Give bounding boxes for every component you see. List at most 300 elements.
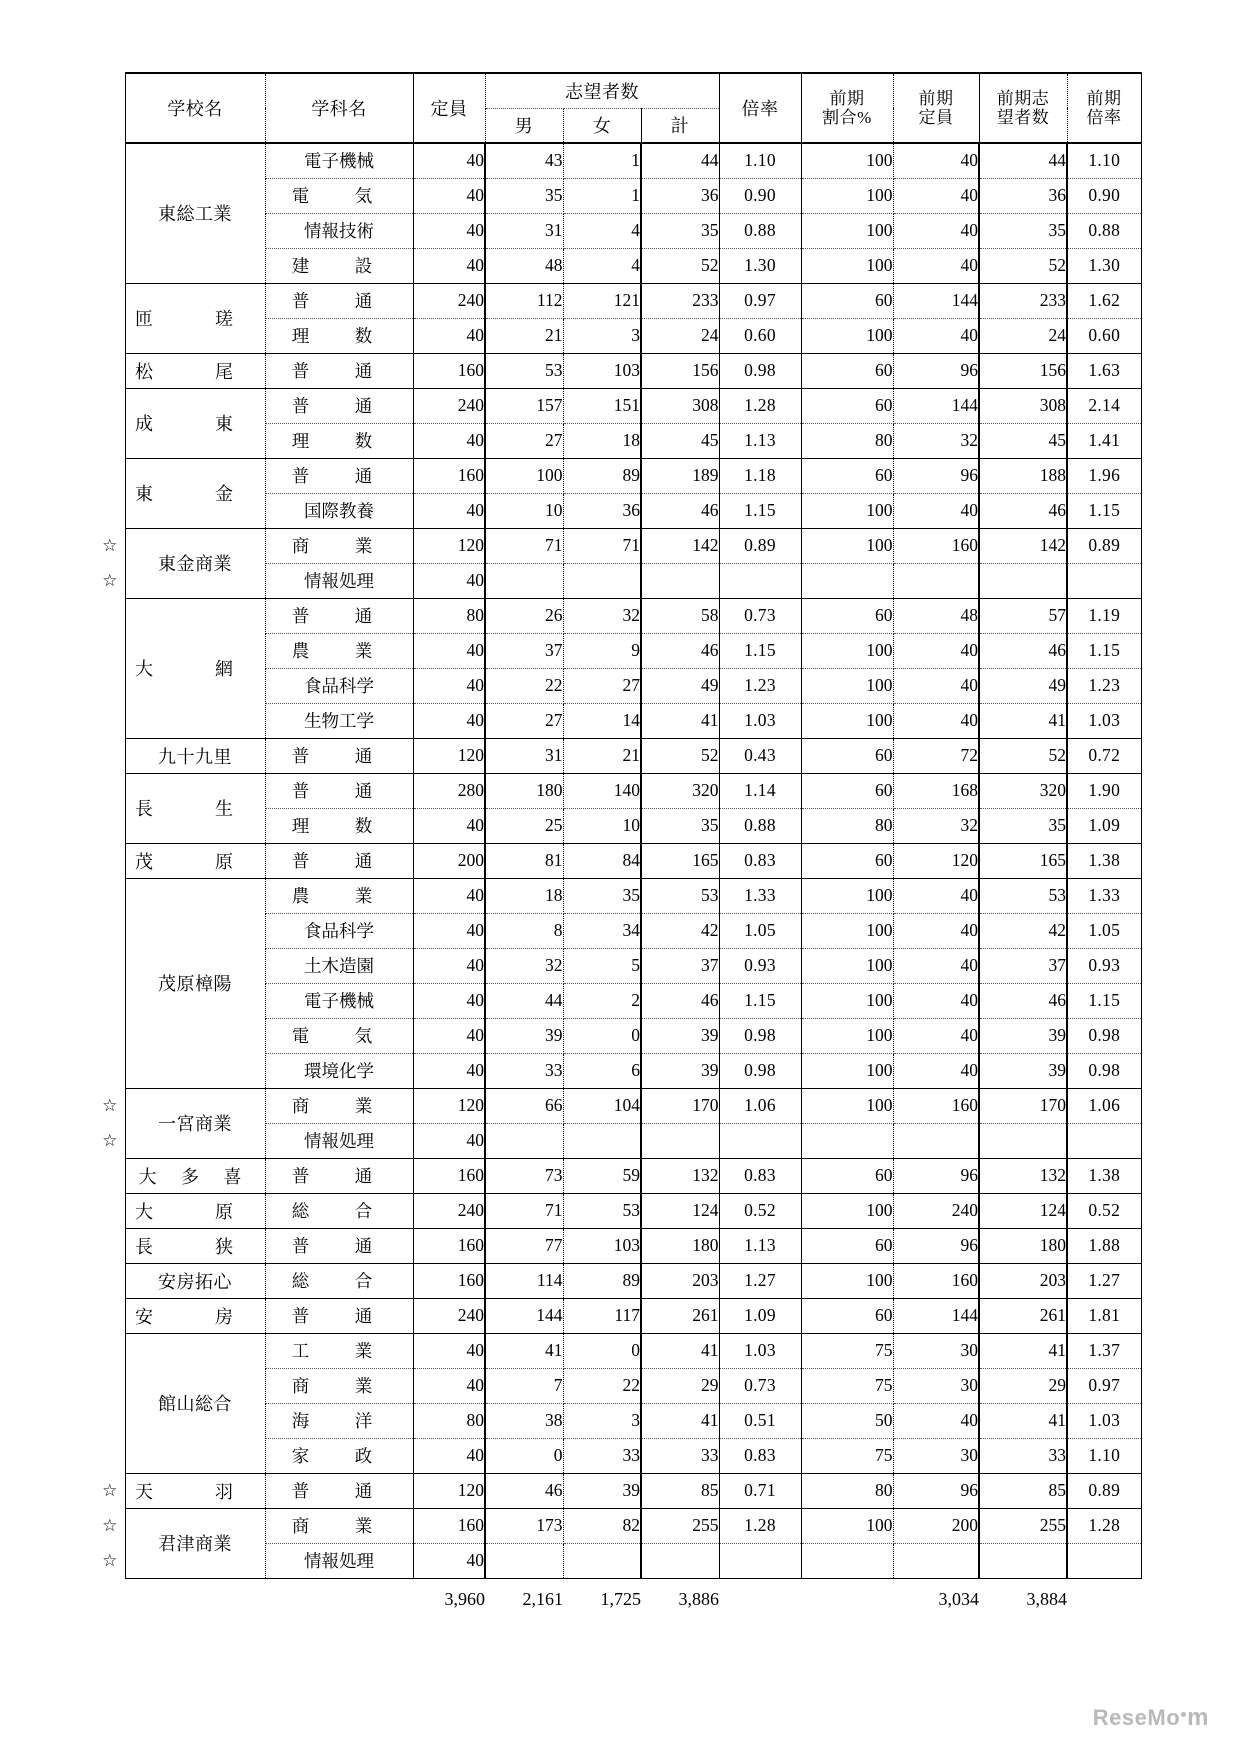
total-applicants: 165 [641, 843, 719, 878]
star-marker: ☆ [102, 1130, 118, 1150]
school-name: 九十九里 [125, 738, 265, 773]
early-capacity: 160 [893, 1263, 979, 1298]
ratio-value: 0.83 [719, 1158, 801, 1193]
early-percent: 100 [801, 1053, 893, 1088]
early-capacity: 40 [893, 1018, 979, 1053]
early-percent: 100 [801, 703, 893, 738]
early-applicants: 57 [979, 598, 1067, 633]
early-percent: 100 [801, 1018, 893, 1053]
department-name: 普 通 [265, 1158, 413, 1193]
header-early-cap [893, 73, 979, 143]
early-percent: 100 [801, 1508, 893, 1543]
female-applicants: 9 [563, 633, 641, 668]
early-applicants: 255 [979, 1508, 1067, 1543]
early-ratio: 0.89 [1067, 528, 1141, 563]
capacity-value: 40 [413, 1123, 485, 1158]
early-percent: 60 [801, 458, 893, 493]
table-header [95, 73, 1141, 143]
early-applicants: 49 [979, 668, 1067, 703]
star-marker [95, 458, 125, 493]
female-applicants: 27 [563, 668, 641, 703]
school-name: 東金商業 [125, 528, 265, 598]
table-row [95, 283, 1141, 318]
ratio-value: 1.15 [719, 633, 801, 668]
early-ratio: 1.41 [1067, 423, 1141, 458]
early-applicants [979, 563, 1067, 598]
table-row [95, 1263, 1141, 1298]
capacity-value: 240 [413, 1298, 485, 1333]
early-capacity: 72 [893, 738, 979, 773]
early-ratio: 1.38 [1067, 1158, 1141, 1193]
early-capacity: 96 [893, 1228, 979, 1263]
early-ratio: 1.37 [1067, 1333, 1141, 1368]
ratio-value: 1.30 [719, 248, 801, 283]
early-ratio: 1.05 [1067, 913, 1141, 948]
early-capacity: 40 [893, 178, 979, 213]
male-applicants: 37 [485, 633, 563, 668]
early-capacity: 96 [893, 353, 979, 388]
ratio-value: 1.23 [719, 668, 801, 703]
early-percent: 100 [801, 878, 893, 913]
ratio-value: 0.51 [719, 1403, 801, 1438]
header-early-app-line1: 前期志 [996, 88, 1050, 108]
male-applicants: 73 [485, 1158, 563, 1193]
department-name: 家 政 [265, 1438, 413, 1473]
total-applicants: 37 [641, 948, 719, 983]
male-applicants: 32 [485, 948, 563, 983]
early-applicants: 33 [979, 1438, 1067, 1473]
female-applicants: 3 [563, 318, 641, 353]
capacity-value: 160 [413, 1158, 485, 1193]
total-applicants: 255 [641, 1508, 719, 1543]
early-applicants: 39 [979, 1053, 1067, 1088]
table-row [95, 1088, 1141, 1123]
early-capacity: 40 [893, 913, 979, 948]
male-applicants: 44 [485, 983, 563, 1018]
early-applicants: 170 [979, 1088, 1067, 1123]
early-applicants: 203 [979, 1263, 1067, 1298]
early-capacity: 40 [893, 633, 979, 668]
header-early-pct-line2: 割合% [822, 108, 872, 127]
department-name: 生物工学 [265, 703, 413, 738]
male-applicants: 157 [485, 388, 563, 423]
early-capacity: 40 [893, 1053, 979, 1088]
early-ratio: 1.03 [1067, 703, 1141, 738]
female-applicants: 1 [563, 178, 641, 213]
female-applicants: 4 [563, 213, 641, 248]
total-applicants: 308 [641, 388, 719, 423]
male-applicants: 35 [485, 178, 563, 213]
early-applicants: 45 [979, 423, 1067, 458]
female-applicants: 84 [563, 843, 641, 878]
early-percent: 60 [801, 598, 893, 633]
early-ratio: 1.33 [1067, 878, 1141, 913]
early-percent: 100 [801, 633, 893, 668]
header-male: 男 [485, 108, 563, 143]
early-capacity [893, 563, 979, 598]
early-ratio [1067, 563, 1141, 598]
early-ratio: 1.15 [1067, 633, 1141, 668]
early-percent: 100 [801, 528, 893, 563]
star-marker [95, 843, 125, 878]
department-name: 商 業 [265, 1368, 413, 1403]
capacity-value: 120 [413, 1088, 485, 1123]
department-name: 建 設 [265, 248, 413, 283]
early-ratio: 0.60 [1067, 318, 1141, 353]
total-applicants: 58 [641, 598, 719, 633]
female-applicants: 21 [563, 738, 641, 773]
early-capacity: 40 [893, 878, 979, 913]
total-applicants: 203 [641, 1263, 719, 1298]
department-name: 普 通 [265, 773, 413, 808]
female-applicants: 89 [563, 458, 641, 493]
early-percent: 80 [801, 423, 893, 458]
early-ratio [1067, 1123, 1141, 1158]
star-marker [95, 1333, 125, 1368]
early-percent: 100 [801, 983, 893, 1018]
male-applicants: 144 [485, 1298, 563, 1333]
female-applicants: 82 [563, 1508, 641, 1543]
ratio-value: 0.93 [719, 948, 801, 983]
early-ratio: 0.93 [1067, 948, 1141, 983]
capacity-value: 40 [413, 1053, 485, 1088]
table-row [95, 738, 1141, 773]
early-capacity [893, 1123, 979, 1158]
ratio-value: 1.06 [719, 1088, 801, 1123]
school-name: 長 生 [125, 773, 265, 843]
total-applicants: 124 [641, 1193, 719, 1228]
early-applicants: 37 [979, 948, 1067, 983]
male-applicants: 26 [485, 598, 563, 633]
early-ratio: 0.89 [1067, 1473, 1141, 1508]
star-marker [95, 1228, 125, 1263]
header-female: 女 [563, 108, 641, 143]
star-marker [95, 318, 125, 353]
female-applicants: 5 [563, 948, 641, 983]
total-applicants [641, 1123, 719, 1158]
department-name: 総 合 [265, 1263, 413, 1298]
early-applicants: 24 [979, 318, 1067, 353]
female-applicants: 0 [563, 1333, 641, 1368]
female-applicants: 89 [563, 1263, 641, 1298]
capacity-value: 240 [413, 283, 485, 318]
early-capacity: 40 [893, 668, 979, 703]
total-applicants: 142 [641, 528, 719, 563]
early-capacity: 32 [893, 808, 979, 843]
capacity-value: 160 [413, 1263, 485, 1298]
ratio-value [719, 563, 801, 598]
department-name: 電子機械 [265, 143, 413, 178]
capacity-value: 40 [413, 668, 485, 703]
star-col-spacer [95, 73, 125, 108]
early-percent: 100 [801, 143, 893, 178]
early-ratio: 1.62 [1067, 283, 1141, 318]
capacity-value: 80 [413, 1403, 485, 1438]
header-early-ratio-line1: 前期 [1086, 88, 1122, 108]
totals-male: 2,161 [522, 1588, 563, 1609]
capacity-value: 120 [413, 528, 485, 563]
female-applicants: 18 [563, 423, 641, 458]
school-name: 一宮商業 [125, 1088, 265, 1158]
early-ratio: 1.28 [1067, 1508, 1141, 1543]
capacity-value: 40 [413, 178, 485, 213]
ratio-value [719, 1543, 801, 1578]
early-capacity: 40 [893, 248, 979, 283]
ratio-value: 0.88 [719, 213, 801, 248]
capacity-value: 40 [413, 563, 485, 598]
department-name: 普 通 [265, 738, 413, 773]
total-applicants: 132 [641, 1158, 719, 1193]
early-ratio: 1.15 [1067, 493, 1141, 528]
early-percent: 80 [801, 808, 893, 843]
star-marker [95, 143, 125, 178]
early-percent [801, 563, 893, 598]
ratio-value: 0.83 [719, 843, 801, 878]
ratio-value: 0.89 [719, 528, 801, 563]
female-applicants: 14 [563, 703, 641, 738]
table-row [95, 458, 1141, 493]
star-marker [95, 773, 125, 808]
early-percent [801, 1543, 893, 1578]
early-applicants: 85 [979, 1473, 1067, 1508]
total-applicants: 156 [641, 353, 719, 388]
female-applicants [563, 563, 641, 598]
early-applicants: 53 [979, 878, 1067, 913]
ratio-value: 0.88 [719, 808, 801, 843]
male-applicants [485, 1123, 563, 1158]
capacity-value: 40 [413, 423, 485, 458]
department-name: 国際教養 [265, 493, 413, 528]
header-early-cap-line2: 定員 [918, 108, 954, 127]
star-marker: ☆ [102, 1550, 118, 1570]
star-marker [95, 178, 125, 213]
capacity-value: 40 [413, 808, 485, 843]
female-applicants [563, 1543, 641, 1578]
department-name: 普 通 [265, 1473, 413, 1508]
department-name: 農 業 [265, 633, 413, 668]
total-applicants: 42 [641, 913, 719, 948]
star-marker: ☆ [102, 1095, 118, 1115]
male-applicants [485, 563, 563, 598]
department-name: 食品科学 [265, 913, 413, 948]
table-row [95, 1508, 1141, 1543]
early-percent: 100 [801, 668, 893, 703]
table-row [95, 528, 1141, 563]
early-capacity: 30 [893, 1438, 979, 1473]
ratio-value: 1.14 [719, 773, 801, 808]
department-name: 総 合 [265, 1193, 413, 1228]
table-row [95, 773, 1141, 808]
early-applicants: 156 [979, 353, 1067, 388]
capacity-value: 200 [413, 843, 485, 878]
total-applicants: 180 [641, 1228, 719, 1263]
early-ratio: 1.19 [1067, 598, 1141, 633]
early-capacity: 40 [893, 703, 979, 738]
total-applicants [641, 563, 719, 598]
capacity-value: 40 [413, 493, 485, 528]
school-name: 館山総合 [125, 1333, 265, 1473]
department-name: 情報処理 [265, 1123, 413, 1158]
total-applicants: 35 [641, 808, 719, 843]
table-row [95, 878, 1141, 913]
female-applicants: 4 [563, 248, 641, 283]
male-applicants: 25 [485, 808, 563, 843]
star-marker [95, 913, 125, 948]
star-marker [95, 388, 125, 423]
ratio-value: 0.71 [719, 1473, 801, 1508]
early-applicants: 29 [979, 1368, 1067, 1403]
total-applicants: 170 [641, 1088, 719, 1123]
total-applicants: 53 [641, 878, 719, 913]
star-marker: ☆ [102, 1515, 118, 1535]
header-early-app [979, 73, 1067, 143]
header-applicants-group: 志望者数 [485, 73, 719, 108]
department-name: 商 業 [265, 528, 413, 563]
early-percent: 60 [801, 353, 893, 388]
ratio-value: 0.83 [719, 1438, 801, 1473]
school-name: 大 網 [125, 598, 265, 738]
early-capacity: 48 [893, 598, 979, 633]
early-ratio: 0.98 [1067, 1018, 1141, 1053]
total-applicants: 41 [641, 1403, 719, 1438]
early-applicants: 46 [979, 493, 1067, 528]
male-applicants: 71 [485, 528, 563, 563]
table-row [95, 843, 1141, 878]
total-applicants: 35 [641, 213, 719, 248]
star-col-spacer-2 [95, 108, 125, 143]
star-marker [95, 948, 125, 983]
female-applicants: 53 [563, 1193, 641, 1228]
school-name: 大 原 [125, 1193, 265, 1228]
capacity-value: 160 [413, 1228, 485, 1263]
early-applicants: 41 [979, 1403, 1067, 1438]
capacity-value: 40 [413, 1368, 485, 1403]
early-capacity: 144 [893, 1298, 979, 1333]
star-marker [95, 1438, 125, 1473]
total-applicants: 52 [641, 248, 719, 283]
star-marker [95, 1193, 125, 1228]
early-capacity: 240 [893, 1193, 979, 1228]
header-ratio: 倍率 [719, 73, 801, 143]
total-applicants: 85 [641, 1473, 719, 1508]
school-name: 君津商業 [125, 1508, 265, 1578]
capacity-value: 40 [413, 703, 485, 738]
male-applicants: 46 [485, 1473, 563, 1508]
ratio-value: 1.03 [719, 1333, 801, 1368]
early-applicants: 44 [979, 143, 1067, 178]
early-ratio: 0.52 [1067, 1193, 1141, 1228]
early-applicants: 41 [979, 703, 1067, 738]
early-percent: 75 [801, 1438, 893, 1473]
early-capacity: 40 [893, 213, 979, 248]
totals-female: 1,725 [600, 1588, 641, 1609]
male-applicants: 31 [485, 738, 563, 773]
capacity-value: 240 [413, 388, 485, 423]
female-applicants: 0 [563, 1018, 641, 1053]
department-name: 普 通 [265, 388, 413, 423]
department-name: 普 通 [265, 598, 413, 633]
early-percent: 100 [801, 213, 893, 248]
female-applicants: 121 [563, 283, 641, 318]
ratio-value: 1.09 [719, 1298, 801, 1333]
total-applicants: 261 [641, 1298, 719, 1333]
star-marker [95, 1403, 125, 1438]
ratio-value: 0.73 [719, 1368, 801, 1403]
capacity-value: 160 [413, 1508, 485, 1543]
early-applicants: 180 [979, 1228, 1067, 1263]
early-ratio: 1.03 [1067, 1403, 1141, 1438]
table-row [95, 388, 1141, 423]
early-capacity: 96 [893, 458, 979, 493]
early-applicants: 36 [979, 178, 1067, 213]
watermark-dot [1181, 1712, 1186, 1717]
ratio-value: 1.10 [719, 143, 801, 178]
early-ratio: 1.90 [1067, 773, 1141, 808]
totals-row [95, 1578, 1141, 1620]
capacity-value: 40 [413, 1333, 485, 1368]
ratio-value: 0.98 [719, 1053, 801, 1088]
early-ratio: 1.63 [1067, 353, 1141, 388]
early-applicants: 42 [979, 913, 1067, 948]
early-capacity: 30 [893, 1368, 979, 1403]
star-marker [95, 353, 125, 388]
capacity-value: 120 [413, 738, 485, 773]
early-applicants: 142 [979, 528, 1067, 563]
female-applicants: 36 [563, 493, 641, 528]
capacity-value: 40 [413, 913, 485, 948]
male-applicants: 173 [485, 1508, 563, 1543]
male-applicants: 33 [485, 1053, 563, 1088]
early-percent: 60 [801, 773, 893, 808]
early-ratio: 0.88 [1067, 213, 1141, 248]
star-marker [95, 423, 125, 458]
early-percent: 100 [801, 1263, 893, 1298]
early-capacity: 40 [893, 983, 979, 1018]
star-marker [95, 1053, 125, 1088]
ratio-value: 1.33 [719, 878, 801, 913]
female-applicants [563, 1123, 641, 1158]
male-applicants: 48 [485, 248, 563, 283]
early-applicants [979, 1123, 1067, 1158]
department-name: 土木造園 [265, 948, 413, 983]
totals-early-cap: 3,034 [938, 1588, 979, 1609]
female-applicants: 103 [563, 353, 641, 388]
capacity-value: 40 [413, 1018, 485, 1053]
star-marker [95, 983, 125, 1018]
early-capacity: 160 [893, 528, 979, 563]
header-early-cap-line1: 前期 [918, 88, 954, 108]
star-marker: ☆ [102, 570, 118, 590]
early-applicants: 233 [979, 283, 1067, 318]
star-marker [95, 1018, 125, 1053]
total-applicants: 41 [641, 703, 719, 738]
capacity-value: 40 [413, 948, 485, 983]
ratio-value: 0.98 [719, 1018, 801, 1053]
star-marker [95, 493, 125, 528]
totals-early-pct [801, 1578, 893, 1620]
male-applicants: 41 [485, 1333, 563, 1368]
ratio-value: 0.98 [719, 353, 801, 388]
early-percent: 75 [801, 1368, 893, 1403]
early-ratio [1067, 1543, 1141, 1578]
capacity-value: 240 [413, 1193, 485, 1228]
early-ratio: 1.23 [1067, 668, 1141, 703]
school-name: 東 金 [125, 458, 265, 528]
star-marker: ☆ [102, 535, 118, 555]
male-applicants: 180 [485, 773, 563, 808]
early-percent [801, 1123, 893, 1158]
capacity-value: 40 [413, 248, 485, 283]
